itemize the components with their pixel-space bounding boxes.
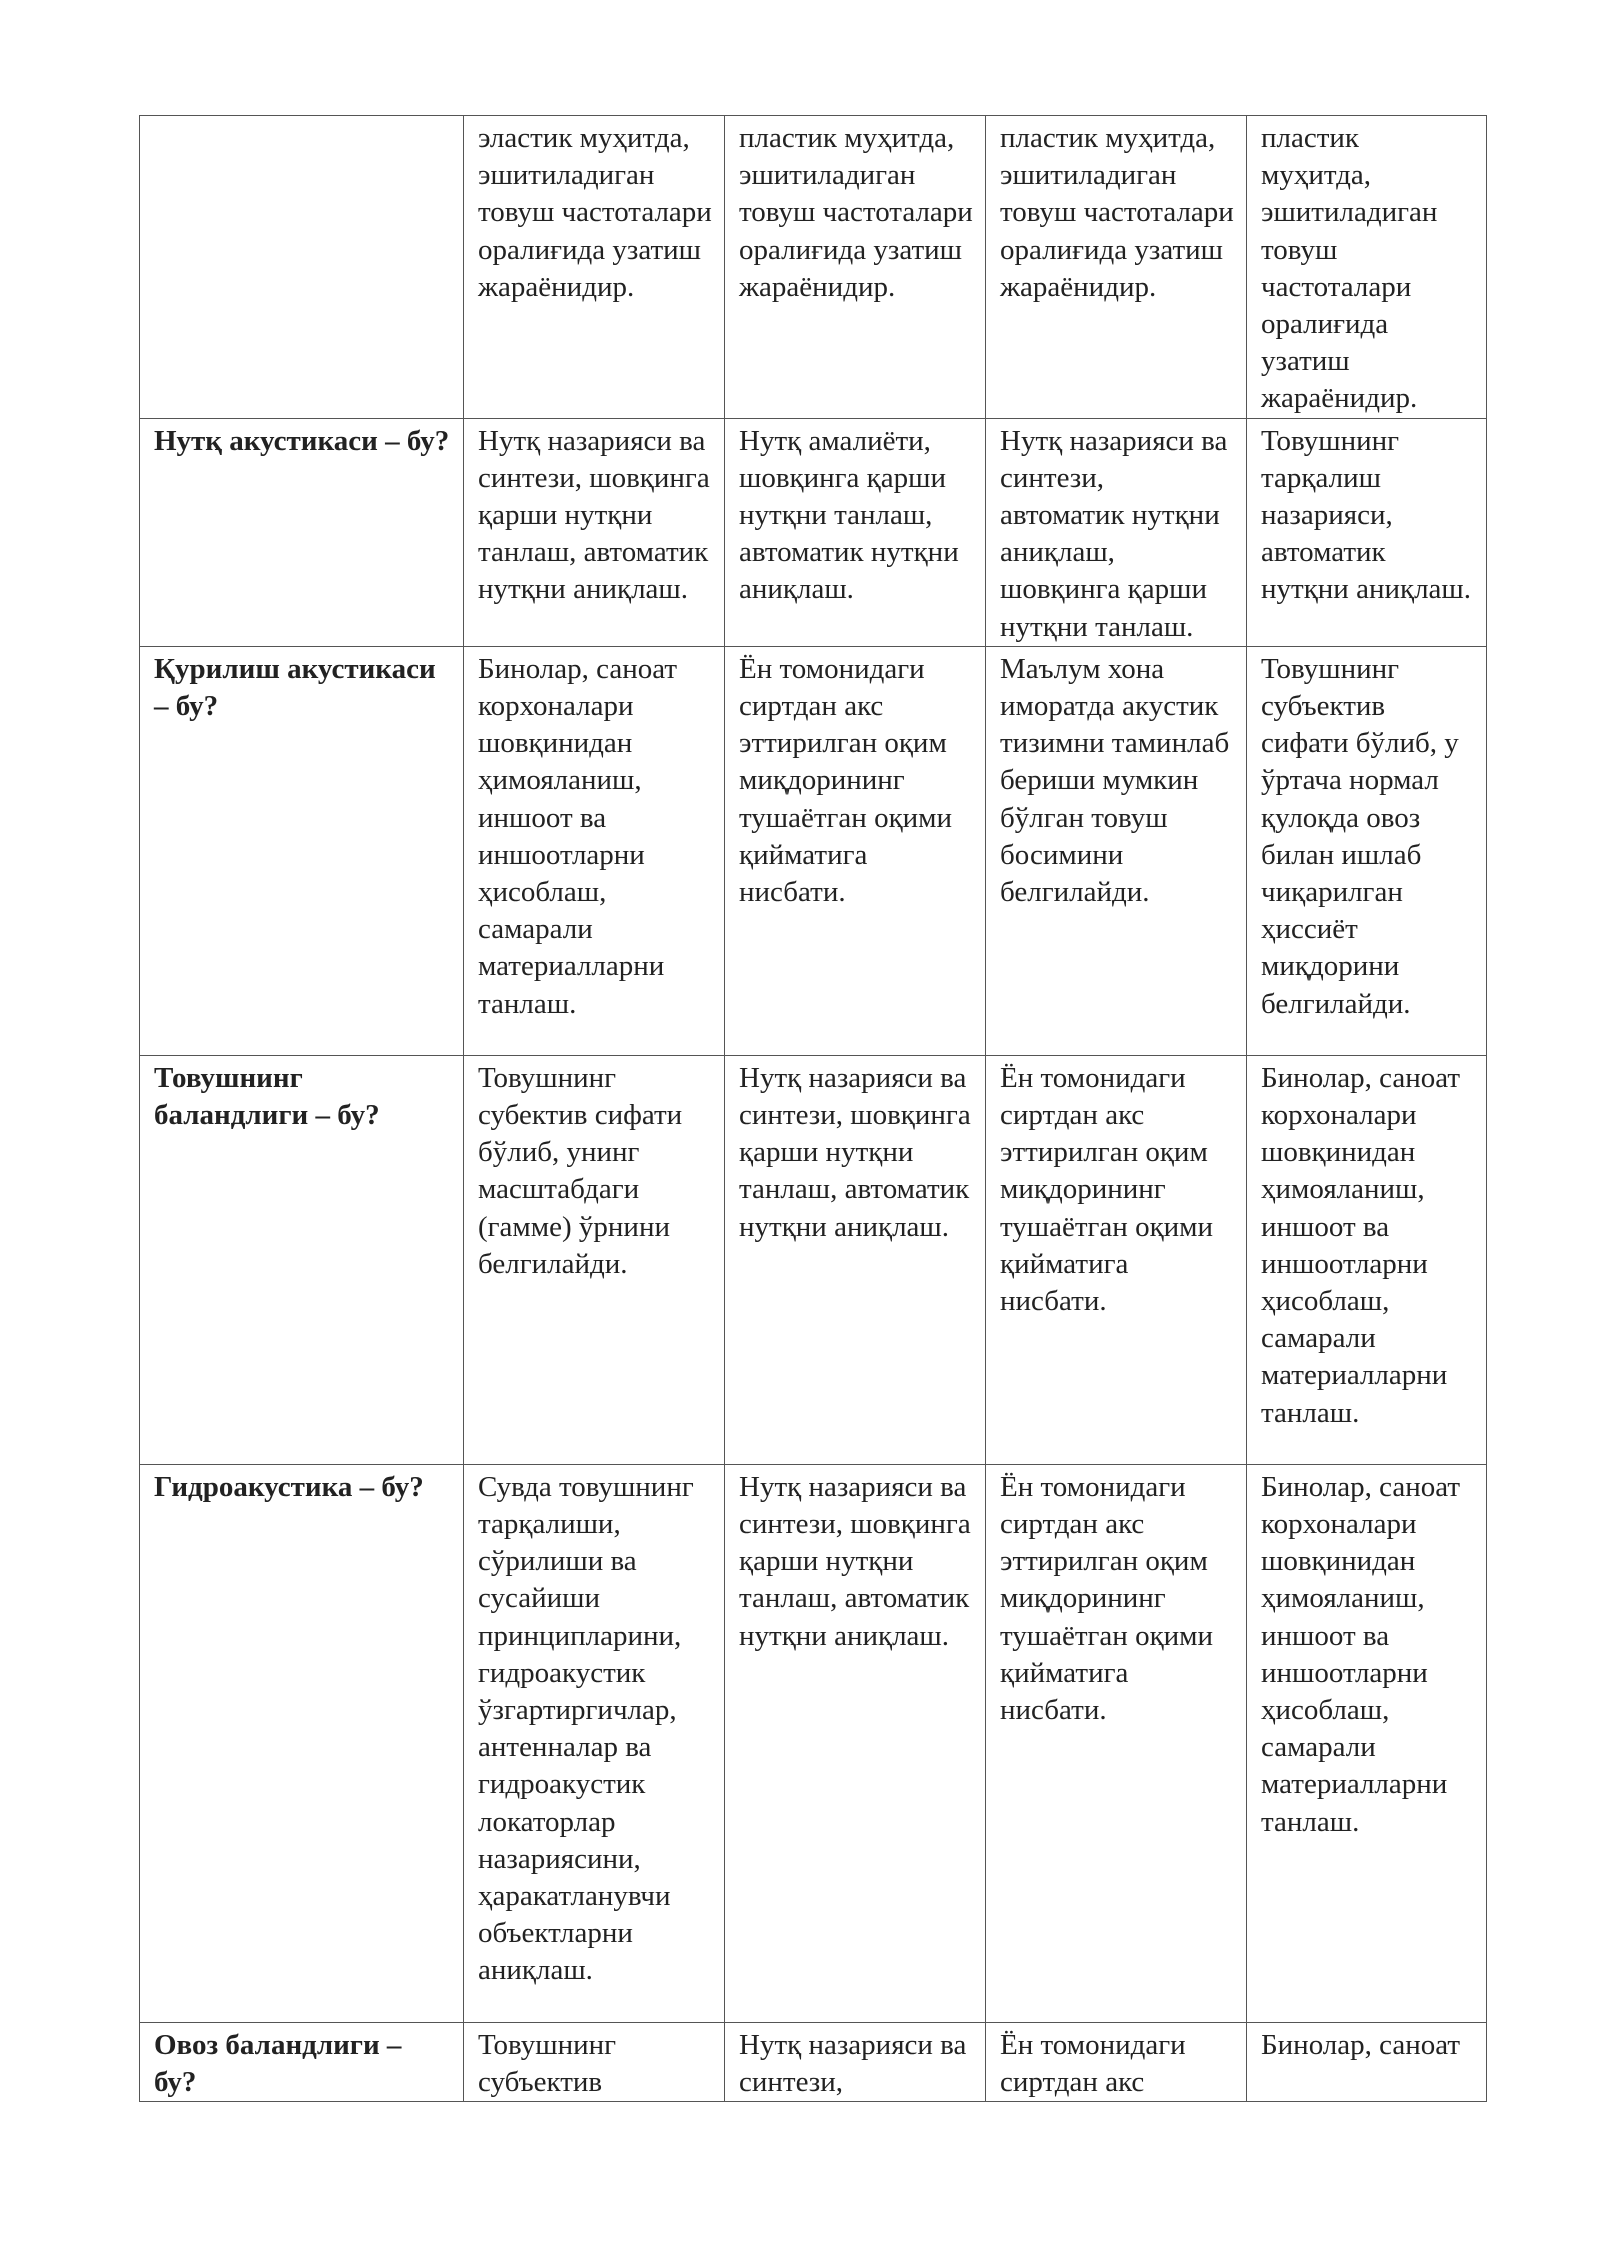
- answer-cell: пластик муҳитда, эшитиладиган товуш частоталари оралиғида узатиш жараёнидир.: [1247, 116, 1487, 419]
- answer-cell: Ён томонидаги сиртдан акс эттирилган оқим миқдорининг тушаётган оқими қийматига нисбати.: [986, 1055, 1247, 1464]
- answer-cell: пластик муҳитда, эшитиладиган товуш частоталари оралиғида узатиш жараёнидир.: [986, 116, 1247, 419]
- answer-cell: Товушнинг субектив сифати бўлиб, унинг масштабдаги (гамме) ўрнини белгилайди.: [464, 1055, 725, 1464]
- answer-cell: эластик муҳитда, эшитиладиган товуш частоталари оралиғида узатиш жараёнидир.: [464, 116, 725, 419]
- answer-cell: Маълум хона иморатда акустик тизимни таминлаб бериши мумкин бўлган товуш босимини белгилайди.: [986, 646, 1247, 1055]
- answer-cell: Нутқ назарияси ва синтези, шовқинга қарши нутқни танлаш, автоматик нутқни аниқлаш.: [464, 418, 725, 646]
- question-cell: Нутқ акустикаси – бу?: [140, 418, 464, 646]
- table-row: [140, 2022, 1487, 2101]
- answer-cell: Ён томонидаги сиртдан акс: [986, 2022, 1247, 2101]
- question-cell: Товушнинг баландлиги – бу?: [140, 1055, 464, 1464]
- answer-cell: Ён томонидаги сиртдан акс эттирилган оқим миқдорининг тушаётган оқими қийматига нисбати.: [986, 1464, 1247, 2022]
- answer-cell: Товушнинг субъектив сифати бўлиб, у ўртача нормал қулоқда овоз билан ишлаб чиқарилган ҳиссиёт миқдорини белгилайди.: [1247, 646, 1487, 1055]
- question-cell: Гидроакустика – бу?: [140, 1464, 464, 2022]
- answer-cell: Нутқ назарияси ва синтези, шовқинга қарши нутқни танлаш, автоматик нутқни аниқлаш.: [725, 1055, 986, 1464]
- table-row: [140, 116, 1487, 419]
- answer-cell: Нутқ назарияси ва синтези, автоматик нутқни аниқлаш, шовқинга қарши нутқни танлаш.: [986, 418, 1247, 646]
- table-row: [140, 646, 1487, 1055]
- answer-cell: Сувда товушнинг тарқалиши, сўрилиши ва сусайиши принципларини, гидроакустик ўзгартиргичлар, антенналар ва гидроакустик локаторлар назариясини, ҳаракатланувчи объектларни аниқлаш.: [464, 1464, 725, 2022]
- answer-cell: Товушнинг субъектив: [464, 2022, 725, 2101]
- answer-cell: Бинолар, саноат корхоналари шовқинидан ҳимояланиш, иншоот ва иншоотларни ҳисоблаш, самарали материалларни танлаш.: [1247, 1464, 1487, 2022]
- answer-cell: Нутқ назарияси ва синтези, шовқинга қарши нутқни танлаш, автоматик нутқни аниқлаш.: [725, 1464, 986, 2022]
- answer-cell: Бинолар, саноат корхоналари шовқинидан ҳимояланиш, иншоот ва иншоотларни ҳисоблаш, самарали материалларни танлаш.: [1247, 1055, 1487, 1464]
- answer-cell: Бинолар, саноат корхоналари шовқинидан ҳимояланиш, иншоот ва иншоотларни ҳисоблаш, самарали материалларни танлаш.: [464, 646, 725, 1055]
- table-row: [140, 1055, 1487, 1464]
- table-row: [140, 418, 1487, 646]
- answer-cell: Нутқ назарияси ва синтези,: [725, 2022, 986, 2101]
- table-row: [140, 1464, 1487, 2022]
- answer-cell: Бинолар, саноат: [1247, 2022, 1487, 2101]
- answer-cell: Товушнинг тарқалиш назарияси, автоматик нутқни аниқлаш.: [1247, 418, 1487, 646]
- answer-cell: Ён томонидаги сиртдан акс эттирилган оқим миқдорининг тушаётган оқими қийматига нисбати.: [725, 646, 986, 1055]
- answer-cell: пластик муҳитда, эшитиладиган товуш частоталари оралиғида узатиш жараёнидир.: [725, 116, 986, 419]
- answer-cell: Нутқ амалиёти, шовқинга қарши нутқни танлаш, автоматик нутқни аниқлаш.: [725, 418, 986, 646]
- question-cell: [140, 116, 464, 419]
- question-cell: Қурилиш акустикаси – бу?: [140, 646, 464, 1055]
- question-cell: Овоз баландлиги – бу?: [140, 2022, 464, 2101]
- quiz-table: [139, 115, 1487, 2102]
